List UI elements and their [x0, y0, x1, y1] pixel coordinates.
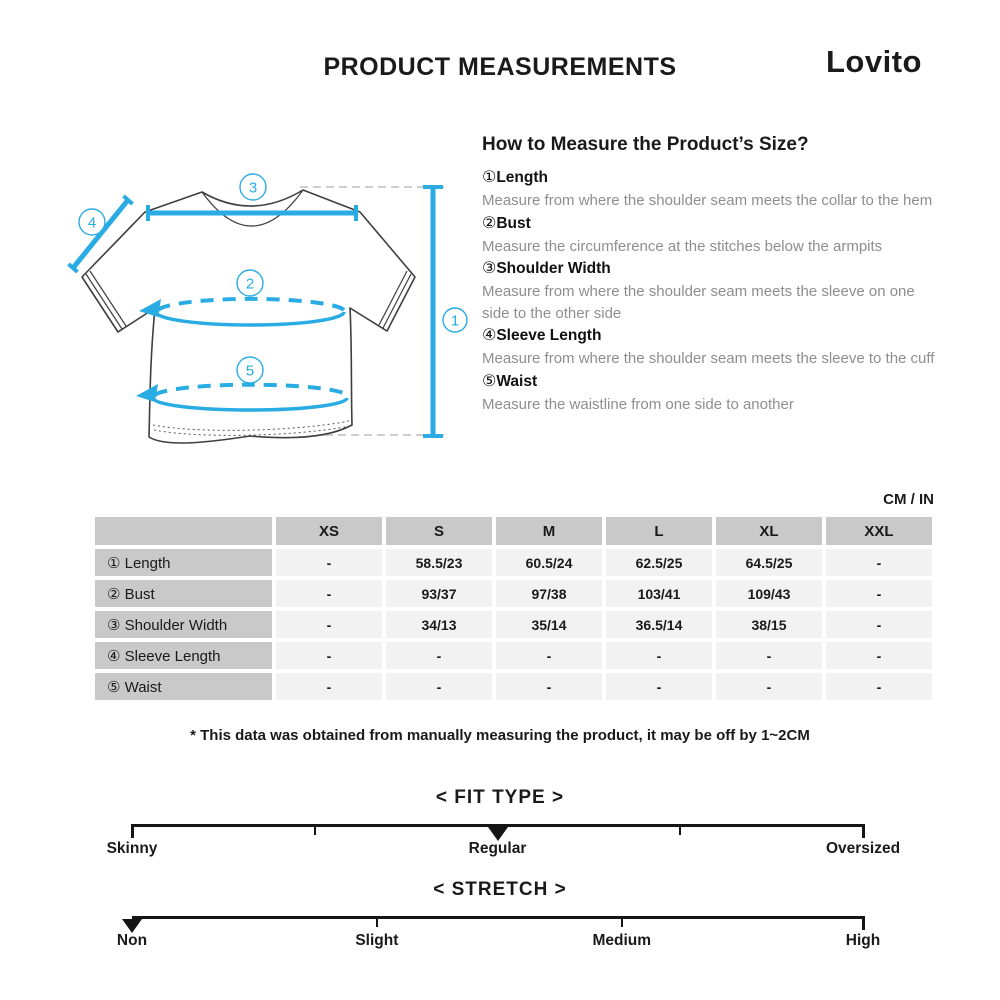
row-label: ③ Shoulder Width: [95, 611, 272, 638]
table-cell: 93/37: [386, 580, 492, 607]
svg-text:3: 3: [248, 179, 258, 197]
slider-marker-regular: [488, 827, 508, 841]
how-to-item-label: [482, 257, 944, 281]
table-cell: -: [826, 580, 932, 607]
how-to-item-description: Measure from where the shoulder seam meets the sleeve to the cuff: [482, 350, 935, 367]
slider-tick: [376, 916, 378, 927]
circled-number: ⑤: [482, 372, 497, 390]
slider-tick: [862, 824, 865, 838]
slider-tick: [131, 824, 134, 838]
how-to-item-label: [482, 324, 944, 348]
circled-number: ②: [482, 214, 497, 232]
circled-number: ③: [482, 260, 497, 277]
svg-text:1: 1: [450, 312, 460, 330]
unit-label: CM / IN: [883, 491, 934, 508]
table-cell: 64.5/25: [716, 549, 822, 576]
slider-label-regular: Regular: [468, 840, 527, 857]
measurement-disclaimer: * This data was obtained from manually measuring the product, it may be off by 1~2CM: [190, 727, 810, 744]
table-cell: -: [716, 642, 822, 669]
row-label: ② Bust: [95, 580, 272, 607]
fit-type-slider: [0, 787, 1000, 862]
row-label: ④ Sleeve Length: [95, 642, 272, 669]
table-cell: 34/13: [386, 611, 492, 638]
table-cell: 103/41: [606, 580, 712, 607]
row-label: ① Length: [95, 549, 272, 576]
how-to-item-label: [482, 166, 944, 190]
table-cell: 109/43: [716, 580, 822, 607]
callout-1: [443, 308, 467, 332]
table-cell: -: [826, 673, 932, 700]
slider-label-medium: Medium: [592, 932, 652, 949]
how-to-measure-section: [482, 134, 944, 415]
how-to-item-title: Length: [496, 169, 548, 186]
how-to-item-description: Measure from where the shoulder seam meets the collar to the hem: [482, 192, 933, 209]
slider-label-skinny: Skinny: [106, 840, 158, 857]
slider-marker-non: [122, 919, 142, 933]
how-to-item-description: Measure the circumference at the stitches below the armpits: [482, 237, 883, 255]
how-to-item-title: Sleeve Length: [496, 327, 602, 344]
table-cell: 58.5/23: [386, 549, 492, 576]
column-header-xs: XS: [276, 517, 382, 545]
how-to-item-title: Shoulder Width: [496, 260, 611, 277]
table-cell: -: [826, 549, 932, 576]
table-cell: -: [276, 549, 382, 576]
svg-text:5: 5: [245, 362, 255, 380]
circled-number: ①: [482, 169, 497, 186]
how-to-item-title: Waist: [496, 372, 538, 390]
slider-label-oversized: Oversized: [825, 840, 901, 857]
table-cell: 60.5/24: [496, 549, 602, 576]
column-header-xxl: XXL: [826, 517, 932, 545]
table-cell: -: [826, 611, 932, 638]
how-to-item-description: Measure from where the shoulder seam meets the sleeve on one side to the other side: [482, 283, 915, 322]
slider-label-high: High: [845, 932, 881, 949]
table-cell: -: [276, 580, 382, 607]
row-label: ⑤ Waist: [95, 673, 272, 700]
how-to-item-1: [482, 166, 944, 212]
howto-items: [482, 166, 944, 415]
how-to-item-label: [482, 212, 944, 236]
table-cell: -: [276, 611, 382, 638]
how-to-item-description: Measure the waistline from one side to another: [482, 395, 794, 413]
brand-logo: Lovito: [826, 44, 922, 79]
how-to-item-label: [482, 370, 944, 394]
callout-2: [237, 270, 263, 296]
table-cell: -: [496, 673, 602, 700]
how-to-item-5: [482, 370, 944, 416]
table-cell: -: [496, 642, 602, 669]
table-cell: -: [826, 642, 932, 669]
length-measure-line: [423, 187, 443, 436]
stretch-title: < STRETCH >: [433, 879, 567, 900]
size-table: [95, 517, 932, 700]
page-title: PRODUCT MEASUREMENTS: [323, 53, 677, 81]
slider-tick: [862, 916, 865, 930]
circled-number: ④: [482, 327, 497, 344]
how-to-item-4: [482, 324, 944, 370]
slider-tick: [679, 824, 681, 835]
table-cell: -: [606, 673, 712, 700]
table-cell: -: [606, 642, 712, 669]
table-cell: 62.5/25: [606, 549, 712, 576]
how-to-heading: How to Measure the Product’s Size?: [482, 134, 809, 155]
table-cell: -: [716, 673, 822, 700]
slider-label-slight: Slight: [355, 932, 399, 949]
fit-type-title: < FIT TYPE >: [435, 787, 565, 808]
table-corner-cell: [95, 517, 272, 545]
how-to-item-title: Bust: [496, 214, 531, 232]
column-header-xl: XL: [716, 517, 822, 545]
stretch-track: [132, 916, 863, 919]
table-cell: -: [386, 673, 492, 700]
column-header-s: S: [386, 517, 492, 545]
slider-tick: [314, 824, 316, 835]
slider-label-non: Non: [116, 932, 148, 949]
column-header-l: L: [606, 517, 712, 545]
shirt-outline: [82, 190, 415, 443]
svg-text:2: 2: [245, 275, 255, 293]
waist-arrow: [136, 384, 158, 402]
how-to-item-2: [482, 212, 944, 258]
svg-text:4: 4: [87, 214, 97, 232]
how-to-item-3: [482, 257, 944, 324]
slider-tick: [621, 916, 623, 927]
callout-5: [237, 357, 263, 383]
callout-3: [240, 174, 266, 200]
table-cell: -: [276, 642, 382, 669]
table-cell: -: [386, 642, 492, 669]
stretch-slider: [0, 879, 1000, 954]
tshirt-measurement-diagram: [60, 130, 480, 460]
table-cell: 35/14: [496, 611, 602, 638]
callout-4: [79, 209, 105, 235]
table-cell: 38/15: [716, 611, 822, 638]
column-header-m: M: [496, 517, 602, 545]
table-cell: 36.5/14: [606, 611, 712, 638]
table-cell: 97/38: [496, 580, 602, 607]
table-cell: -: [276, 673, 382, 700]
